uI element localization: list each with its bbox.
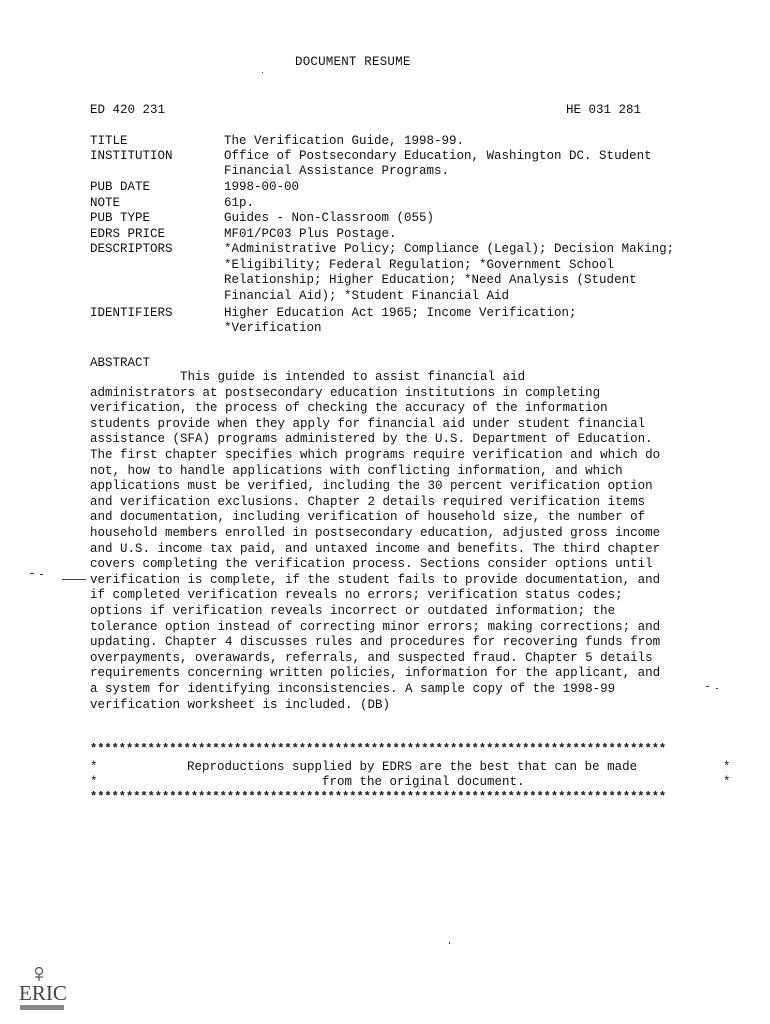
field-pub-date-label: PUB DATE <box>90 180 151 194</box>
notice-star-border-bottom: ******************************************************************************** <box>90 790 667 804</box>
eric-logo <box>16 963 70 1015</box>
scan-speck <box>262 72 263 73</box>
notice-star-right-1: * <box>723 760 731 774</box>
notice-star-border-top: ******************************************************************************** <box>90 742 667 756</box>
abstract-line: a system for identifying inconsistencies. A sample copy of the 1998-99 <box>90 682 616 696</box>
abstract-line: overpayments, overawards, referrals, and suspected fraud. Chapter 5 details <box>90 650 653 665</box>
field-identifiers-value-line-1: Higher Education Act 1965; Income Verification; <box>224 306 577 320</box>
abstract-line: verification is complete, if the student fails to provide documentation, and <box>90 572 661 587</box>
he-number: HE 031 281 <box>566 103 642 117</box>
scan-speck <box>706 686 709 687</box>
field-descriptors-value-line-2: *Eligibility; Federal Regulation; *Government School <box>224 258 615 272</box>
notice-line-1: Reproductions supplied by EDRS are the best that can be made <box>187 760 638 774</box>
field-pub-date-value: 1998-00-00 <box>224 180 300 194</box>
abstract-line: updating. Chapter 4 discusses rules and procedures for recovering funds from <box>90 635 661 650</box>
abstract-line: verification worksheet is included. (DB) <box>90 697 391 712</box>
notice-star-right-2: * <box>723 775 731 789</box>
abstract-line: This guide is intended to assist financial aid <box>90 370 526 384</box>
abstract-line: not, how to handle applications with conflicting information, and which <box>90 463 623 478</box>
abstract-line: verification, the process of checking the accuracy of the information <box>90 401 608 416</box>
abstract-line: administrators at postsecondary education institutions in completing <box>90 385 601 400</box>
abstract-line: and documentation, including verification of household size, the number of <box>90 510 646 525</box>
scan-speck <box>62 579 86 580</box>
abstract-label: ABSTRACT <box>90 356 151 370</box>
field-note-value: 61p. <box>224 196 255 210</box>
scan-speck <box>449 942 450 944</box>
scan-speck <box>716 688 718 689</box>
field-descriptors-value-line-4: Financial Aid); *Student Financial Aid <box>224 289 510 303</box>
field-descriptors-label: DESCRIPTORS <box>90 242 173 256</box>
abstract-line: covers completing the verification process. Sections consider options until <box>90 557 653 572</box>
field-institution-label: INSTITUTION <box>90 149 173 163</box>
abstract-line: applications must be verified, including the 30 percent verification option <box>90 479 653 494</box>
field-pub-type-label: PUB TYPE <box>90 211 151 225</box>
field-edrs-price-label: EDRS PRICE <box>90 227 166 241</box>
field-descriptors-value-line-3: Relationship; Higher Education; *Need Analysis (Student <box>224 273 637 287</box>
field-institution-value-line-2: Financial Assistance Programs. <box>224 164 450 178</box>
abstract-line: if completed verification reveals no errors; verification status codes; <box>90 588 623 603</box>
field-institution-value-line-1: Office of Postsecondary Education, Washington DC. Student <box>224 149 652 163</box>
abstract-line: requirements concerning written policies, information for the applicant, and <box>90 666 661 681</box>
field-title-value: The Verification Guide, 1998-99. <box>224 134 465 148</box>
field-identifiers-value-line-2: *Verification <box>224 321 322 335</box>
abstract-line: tolerance option instead of correcting minor errors; making corrections; and <box>90 619 661 634</box>
field-note-label: NOTE <box>90 196 121 210</box>
notice-star-left-1: * <box>90 760 98 774</box>
field-edrs-price-value: MF01/PC03 Plus Postage. <box>224 227 397 241</box>
abstract-line: options if verification reveals incorrect or outdated information; the <box>90 604 616 618</box>
abstract-line: assistance (SFA) programs administered by the U.S. Department of Education. <box>90 432 653 447</box>
field-identifiers-label: IDENTIFIERS <box>90 306 173 320</box>
abstract-line: and verification exclusions. Chapter 2 details required verification items <box>90 494 646 509</box>
abstract-line: The first chapter specifies which programs require verification and which do <box>90 448 661 462</box>
ed-number: ED 420 231 <box>90 103 166 117</box>
scan-speck <box>40 574 43 575</box>
field-descriptors-value-line-1: *Administrative Policy; Compliance (Legal); Decision Making; <box>224 242 675 256</box>
scan-speck <box>30 573 34 574</box>
notice-star-left-2: * <box>90 775 98 789</box>
abstract-line: household members enrolled in postsecondary education, adjusted gross income <box>90 526 661 540</box>
eric-logo-text: ERIC <box>19 981 67 1005</box>
abstract-line: and U.S. income tax paid, and untaxed income and benefits. The third chapter <box>90 541 661 556</box>
field-title-label: TITLE <box>90 134 128 148</box>
document-title: DOCUMENT RESUME <box>295 55 411 69</box>
field-pub-type-value: Guides - Non-Classroom (055) <box>224 211 435 225</box>
abstract-line: students provide when they apply for financial aid under student financial <box>90 416 646 431</box>
notice-line-2: from the original document. <box>322 775 525 789</box>
